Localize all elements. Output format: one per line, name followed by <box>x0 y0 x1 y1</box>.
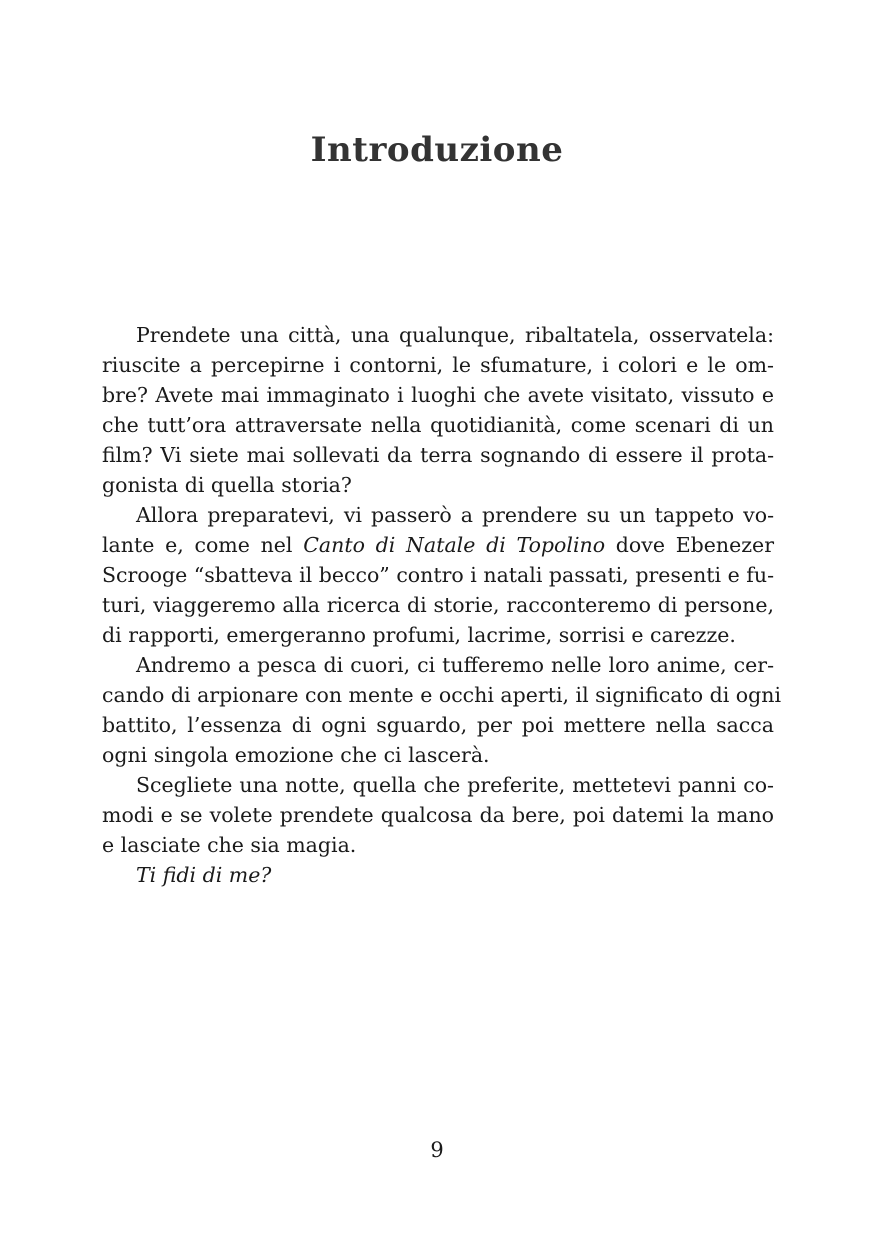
text-line: turi, viaggeremo alla ricerca di storie, racconteremo di persone, <box>102 593 774 617</box>
text-line: Andremo a pesca di cuori, ci tufferemo nelle loro anime, cer- <box>136 653 774 677</box>
text-line: Scegliete una notte, quella che preferite, mettetevi panni co- <box>136 773 774 797</box>
text-line: cando di arpionare con mente e occhi aperti, il significato di ogni <box>102 683 782 707</box>
text-line: Prendete una città, una qualunque, ribaltatela, osservatela: <box>136 323 774 347</box>
text-line: Scrooge “sbatteva il becco” contro i natali passati, presenti e fu- <box>102 563 774 587</box>
text-line: modi e se volete prendete qualcosa da bere, poi datemi la mano <box>102 803 774 827</box>
text-line: lante e, come nel Canto di Natale di Topolino dove Ebenezer <box>102 533 774 557</box>
page-number: 9 <box>430 1138 444 1162</box>
text-line: battito, l’essenza di ogni sguardo, per poi mettere nella sacca <box>102 713 774 737</box>
text-line: e lasciate che sia magia. <box>102 833 357 857</box>
text-line: film? Vi siete mai sollevati da terra sognando di essere il prota- <box>102 443 774 467</box>
text-line: ogni singola emozione che ci lascerà. <box>102 743 490 767</box>
text-line: Allora preparatevi, vi passerò a prendere su un tappeto vo- <box>136 503 774 527</box>
chapter-title: Introduzione <box>310 130 564 170</box>
text-line: gonista di quella storia? <box>102 473 352 497</box>
text-line: di rapporti, emergeranno profumi, lacrime, sorrisi e carezze. <box>102 623 736 647</box>
closing-question: Ti fidi di me? <box>136 863 272 887</box>
text-line: bre? Avete mai immaginato i luoghi che avete visitato, vissuto e <box>102 383 774 407</box>
book-title-italic: Canto di Natale di Topolino <box>303 533 606 557</box>
chapter-body <box>102 320 782 890</box>
text-line: che tutt’ora attraversate nella quotidianità, come scenari di un <box>102 413 774 437</box>
text-line: riuscite a percepirne i contorni, le sfumature, i colori e le om- <box>102 353 774 377</box>
